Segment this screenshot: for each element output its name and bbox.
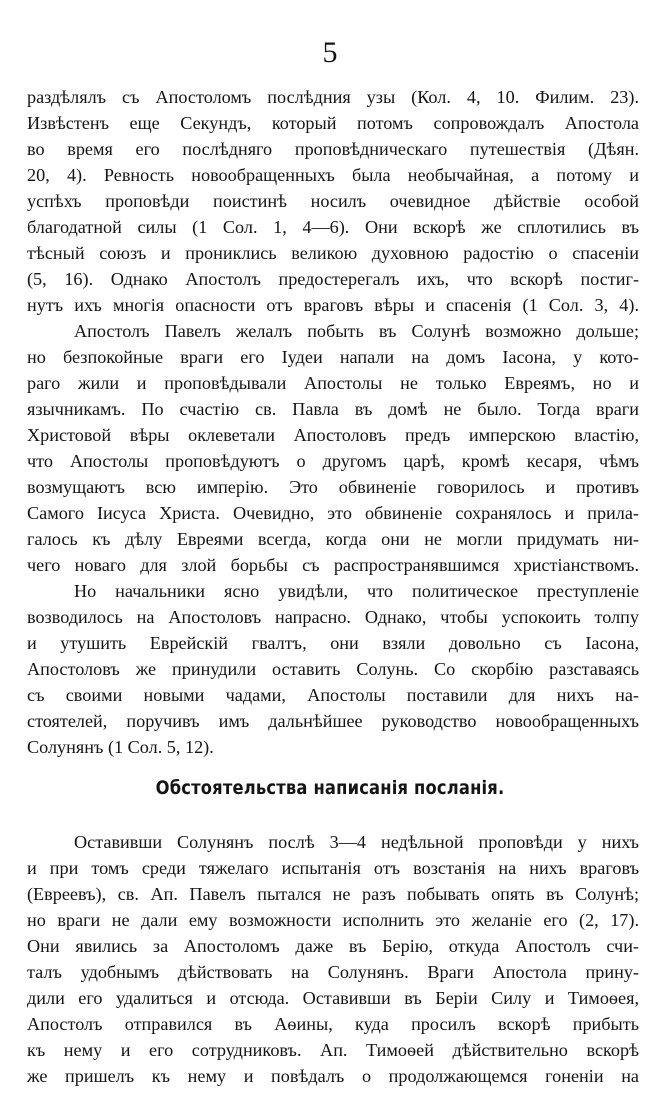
text-line: раздѣлялъ съ Апостоломъ послѣдния узы (Кол. 4, 10. Филим. 23). [27, 87, 639, 107]
text-line: (Евреевъ), св. Ап. Павелъ пытался не разъ побывать опять въ Солунѣ; [27, 884, 639, 904]
text-line: же пришелъ къ нему и повѣдалъ о продолжающемся гоненіи на [27, 1066, 639, 1086]
text-line: Самого Іисуса Христа. Очевидно, это обвиненіе сохранялось и прила- [27, 503, 639, 523]
text-line: (5, 16). Однако Апостолъ предостерегалъ ихъ, что вскорѣ постиг- [27, 269, 639, 289]
text-line: чего новаго для злой борьбы съ распространявшимся христіанствомъ. [27, 555, 639, 575]
text-line: Апостолъ Павелъ желалъ побыть въ Солунѣ возможно дольше; [74, 321, 639, 341]
text-line: Оставивши Солунянъ послѣ 3—4 недѣльной проповѣди у нихъ [74, 832, 639, 852]
text-line: 20, 4). Ревность новообращенныхъ была необычайная, а потому и [27, 165, 639, 185]
text-line: раго жили и проповѣдывали Апостолы не только Евреямъ, но и [27, 373, 639, 393]
text-line: Апостоловъ же принудили оставить Солунь. Со скорбію разставаясь [27, 659, 639, 679]
text-line: благодатной силы (1 Сол. 1, 4—6). Они вскорѣ же сплотились въ [27, 217, 639, 237]
text-line: что Апостолы проповѣдуютъ о другомъ царѣ, кромѣ кесаря, чѣмъ [27, 451, 639, 471]
text-line: но безпокойные враги его Іудеи напали на домъ Іасона, у кото- [27, 347, 639, 367]
section-heading: Обстоятельства написанія посланія. [155, 777, 505, 799]
text-line: возводилось на Апостоловъ напрасно. Однако, чтобы успокоить толпу [27, 607, 639, 627]
text-line: во время его послѣдняго проповѣдническаго путешествія (Дѣян. [27, 139, 639, 159]
text-line: стоятелей, поручивъ имъ дальнѣйшее руководство новообращенныхъ [27, 711, 639, 731]
text-line: и при томъ среди тяжелаго испытанія отъ возстанія на нихъ враговъ [27, 858, 639, 878]
text-line: Христовой вѣры оклеветали Апостоловъ предъ имперскою властію, [27, 425, 639, 445]
text-line: Солунянъ (1 Сол. 5, 12). [27, 737, 214, 757]
page-number: 5 [322, 36, 338, 69]
text-line: талъ удобнымъ дѣйствовать на Солунянъ. Враги Апостола прину- [27, 962, 639, 982]
text-line: Они явились за Апостоломъ даже въ Берію, откуда Апостолъ счи- [27, 936, 639, 956]
text-line: тѣсный союзъ и прониклись великою духовною радостію о спасеніи [27, 243, 639, 263]
text-line: язычникамъ. По счастію св. Павла въ домѣ не было. Тогда враги [27, 399, 639, 419]
text-line: галось къ дѣлу Евреями всегда, когда они не могли придумать ни- [27, 529, 639, 549]
text-line: дили его удалиться и отсюда. Оставивши въ Беріи Силу и Тимоѳея, [27, 988, 639, 1008]
text-line: Но начальники ясно увидѣли, что политическое преступленіе [74, 581, 639, 601]
text-line: но враги не дали ему возможности исполнить это желаніе его (2, 17). [27, 910, 639, 930]
text-line: съ своими новыми чадами, Апостолы поставили для нихъ на- [27, 685, 639, 705]
text-line: возмущаютъ всю имперію. Это обвиненіе говорилось и противъ [27, 477, 639, 497]
text-line: Извѣстенъ еще Секундъ, который потомъ сопровождалъ Апостола [27, 113, 639, 133]
text-line: къ нему и его сотрудниковъ. Ап. Тимоѳей дѣйствительно вскорѣ [27, 1040, 639, 1060]
text-line: успѣхъ проповѣди поистинѣ носилъ очевидное дѣйствіе особой [27, 191, 639, 211]
text-line: и утушить Еврейскій гвалтъ, они взяли довольно съ Іасона, [27, 633, 639, 653]
text-line: Апостолъ отправился въ Аѳины, куда просилъ вскорѣ прибыть [27, 1014, 639, 1034]
text-line: нутъ ихъ многія опасности отъ враговъ вѣры и спасенія (1 Сол. 3, 4). [27, 295, 639, 315]
